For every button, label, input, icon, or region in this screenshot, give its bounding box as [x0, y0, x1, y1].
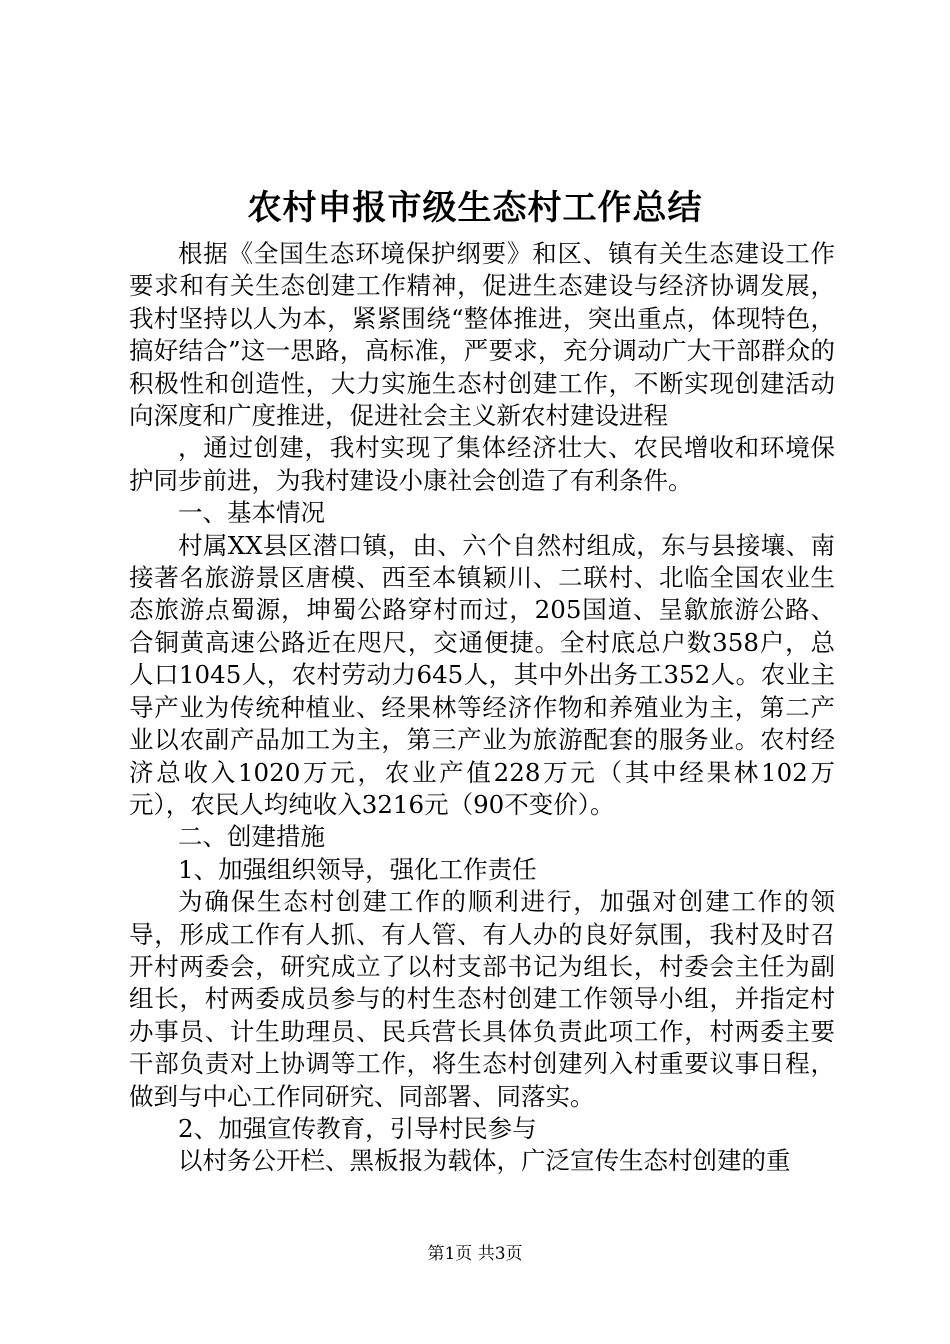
document-body — [129, 238, 835, 1178]
section-heading-measures: 二、创建措施 — [178, 822, 325, 852]
document-title: 农村申报市级生态村工作总结 — [247, 188, 703, 228]
paragraph-basic-situation: 村属XX县区潜口镇，由、六个自然村组成，东与县接壤、南接著名旅游景区唐模、西至本镇颖川、二联村、北临全国农业生态旅游点蜀源，坤蜀公路穿村而过，205国道、呈歙旅游公路、合铜黄高速公路近在咫尺，交通便捷。全村底总户数358户，总人口1045人，农村劳动力645人，其中外出务工352人。农业主导产业为传统种植业、经果林等经济作物和养殖业为主，第二产业以农副产品加工为主，第三产业为旅游配套的服务业。农村经济总收入1020万元，农业产值228万元（其中经果林102万元），农民人均纯收入3216元（90不变价）。 — [129, 530, 835, 819]
paragraph-organization: 为确保生态村创建工作的顺利进行，加强对创建工作的领导，形成工作有人抓、有人管、有人办的良好氛围，我村及时召开村两委会，研究成立了以村支部书记为组长，村委会主任为副组长，村两委成员参与的村生态村创建工作领导小组，并指定村办事员、计生助理员、民兵营长具体负责此项工作，村两委主要干部负责对上协调等工作，将生态村创建列入村重要议事日程，做到与中心工作同研究、同部署、同落实。 — [129, 887, 835, 1111]
page-number-footer: 第1页 共3页 — [427, 1244, 523, 1264]
subheading-publicity: 2、加强宣传教育，引导村民参与 — [178, 1113, 537, 1143]
paragraph-intro-continued: ，通过创建，我村实现了集体经济壮大、农民增收和环境保护同步前进，为我村建设小康社会创造了有利条件。 — [129, 433, 835, 495]
subheading-organization: 1、加强组织领导，强化工作责任 — [178, 854, 537, 884]
section-heading-basic-situation: 一、基本情况 — [178, 498, 325, 528]
paragraph-intro: 根据《全国生态环境保护纲要》和区、镇有关生态建设工作要求和有关生态创建工作精神，促进生态建设与经济协调发展，我村坚持以人为本，紧紧围绕“整体推进，突出重点，体现特色，搞好结合”这一思路，高标准，严要求，充分调动广大干部群众的积极性和创造性，大力实施生态村创建工作，不断实现创建活动向深度和广度推进，促进社会主义新农村建设进程 — [129, 239, 835, 431]
paragraph-publicity: 以村务公开栏、黑板报为载体，广泛宣传生态村创建的重 — [178, 1146, 791, 1176]
